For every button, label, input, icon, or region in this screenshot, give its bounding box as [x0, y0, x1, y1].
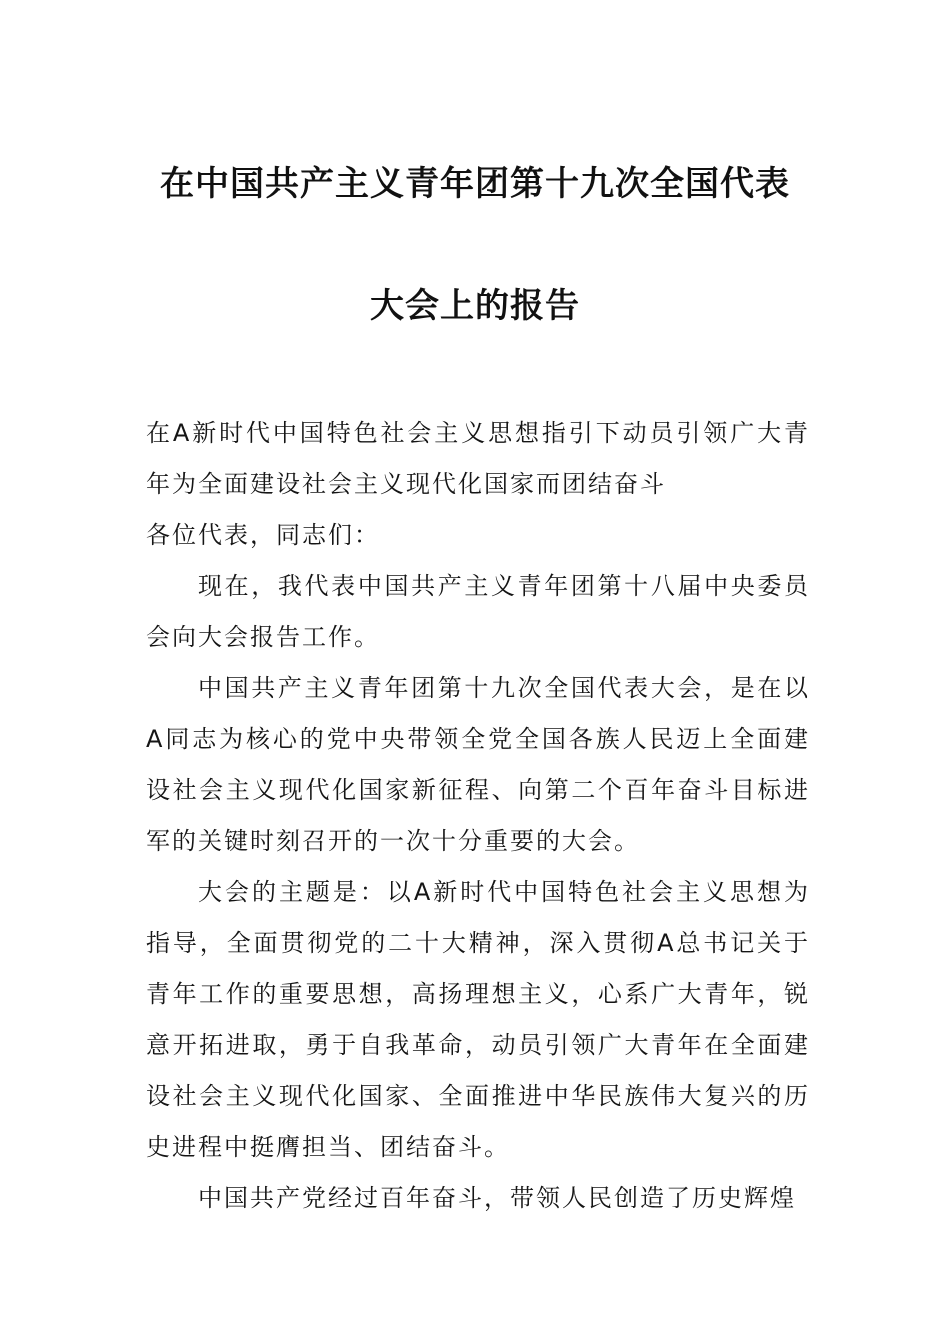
- document-title-line-1: 在中国共产主义青年团第十九次全国代表: [160, 164, 790, 204]
- paragraph-1: 现在，我代表中国共产主义青年团第十八届中央委员会向大会报告工作。: [146, 572, 810, 651]
- paragraph-4: 中国共产党经过百年奋斗，带领人民创造了历史辉煌: [198, 1184, 796, 1212]
- paragraph-3: 大会的主题是：以A新时代中国特色社会主义思想为指导，全面贯彻党的二十大精神，深入贯彻A总书记关于青年工作的重要思想，高扬理想主义，心系广大青年，锐意开拓进取，勇于自我革命，动员引领广大青年在全面建设社会主义现代化国家、全面推进中华民族伟大复兴的历史进程中挺膺担当、团结奋斗。: [146, 878, 810, 1161]
- paragraph-2: 中国共产主义青年团第十九次全国代表大会，是在以A同志为核心的党中央带领全党全国各族人民迈上全面建设社会主义现代化国家新征程、向第二个百年奋斗目标进军的关键时刻召开的一次十分重要的大会。: [146, 674, 810, 855]
- document-title-line-2: 大会上的报告: [370, 286, 580, 326]
- document-body: [146, 408, 810, 1224]
- salutation: 各位代表，同志们：: [146, 521, 380, 549]
- document-subtitle: 在A新时代中国特色社会主义思想指引下动员引领广大青年为全面建设社会主义现代化国家而团结奋斗: [146, 419, 810, 498]
